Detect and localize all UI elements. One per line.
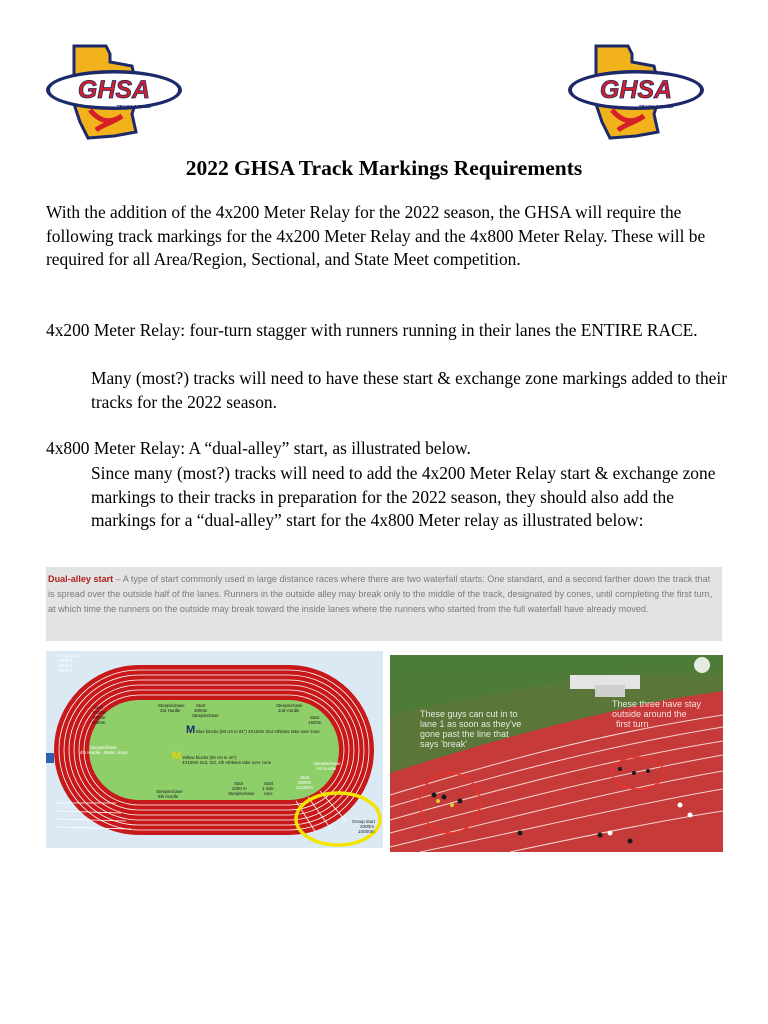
label-start-3000: Start 3000m Steeplechase <box>192 703 219 718</box>
photo-caption-left: These guys can cut in to lane 1 as soon as they've gone past the line that says 'break' <box>420 709 522 749</box>
label-blue-blocks: Blue blocks (83 cm in 91”) 4X100m 2nd Athletes take over zone <box>196 729 320 734</box>
track-diagram <box>46 651 383 848</box>
label-start-mile: Start 1 mile race <box>262 781 274 796</box>
definition-text: – A type of start commonly used in large distance races where there are two waterfall starts: One standard, and a second farther down the track that is spread over the outside half of the lanes. Runners in the outside alley may break only to the middle of the track, designated by cones, until completing the first turn, at which time the runners on the outside may break toward the inside lanes where the runners who started from the full waterfall have already moved. <box>48 574 713 614</box>
label-group-start-top: Group start 1000m 3000m 5000m <box>56 653 79 673</box>
label-steeple-5th: Steeplechase 5th Hurdle <box>156 789 183 799</box>
relay-4x800-heading: 4x800 Meter Relay: A “dual-alley” start, as illustrated below. <box>46 438 471 458</box>
ghsa-logo-icon <box>566 44 706 140</box>
label-steeple-1st: Steeplechase 1st Hurdle <box>314 761 341 771</box>
ghsa-logo-right <box>566 44 706 140</box>
page-title: 2022 GHSA Track Markings Requirements <box>185 156 583 180</box>
relay-4x200-note: Many (most?) tracks will need to have these start & exchange zone markings added to their tracks for the 2022 season. <box>91 368 727 412</box>
race-photo <box>390 655 723 852</box>
label-start-1000: Start 1000m 3000m 5000m <box>92 705 106 725</box>
track-diagram-illustration <box>46 651 383 848</box>
ghsa-logo-icon <box>44 44 184 140</box>
photo-caption-right: These three have stay outside around the first turn <box>612 699 702 729</box>
relay-4x800-note: Since many (most?) tracks will need to add the 4x200 Meter Relay start & exchange zone markings to their tracks in preparation for the 2022 season, they should also add the markings for a “dual-alley” start for the 4x800 Meter relay as illustrated below: <box>91 463 716 530</box>
intro-paragraph: With the addition of the 4x200 Meter Relay for the 2022 season, the GHSA will require the following track markings for the 4x200 Meter Relay and the 4x800 Meter Relay. These will be required for all Area/Region, Sectional, and State Meet competition. <box>46 202 706 269</box>
race-photo-illustration <box>390 655 723 852</box>
relay-4x200-heading: 4x200 Meter Relay: four-turn stagger with runners running in their lanes the ENTIRE RACE. <box>46 320 698 340</box>
svg-text:M: M <box>172 750 182 762</box>
ghsa-logo-left <box>44 44 184 140</box>
label-steeple-4th: Steeplechase 4th Hurdle - Water Jump <box>80 745 128 755</box>
logo-subtext: TRACK & FIELD <box>638 104 674 109</box>
label-start-10000: Start 2000m 10,000m <box>296 775 314 790</box>
label-group-start-bottom: Group start 2000m 10000m <box>352 819 375 834</box>
svg-text:M: M <box>186 724 196 736</box>
label-start-2000: Start 2000 m Steeplechase <box>228 781 255 796</box>
logo-subtext: TRACK & FIELD <box>116 104 152 109</box>
logo-text: GHSA <box>77 76 151 104</box>
logo-text: GHSA <box>599 76 673 104</box>
broadcast-logo-icon <box>694 657 710 673</box>
label-yellow-blocks: Yellow blocks (60 cm in 40”) 4X100m 2nd, 3rd, 4th Athletes take over zone <box>182 755 272 765</box>
dual-alley-definition <box>46 567 722 641</box>
label-steeple-3rd: Steeplechase 3rd Hurdle <box>158 703 185 713</box>
label-steeple-2nd: Steeplechase 2nd Hurdle <box>276 703 303 713</box>
definition-term: Dual-alley start <box>48 574 114 584</box>
label-start-1500: Start 1500m <box>308 715 322 725</box>
